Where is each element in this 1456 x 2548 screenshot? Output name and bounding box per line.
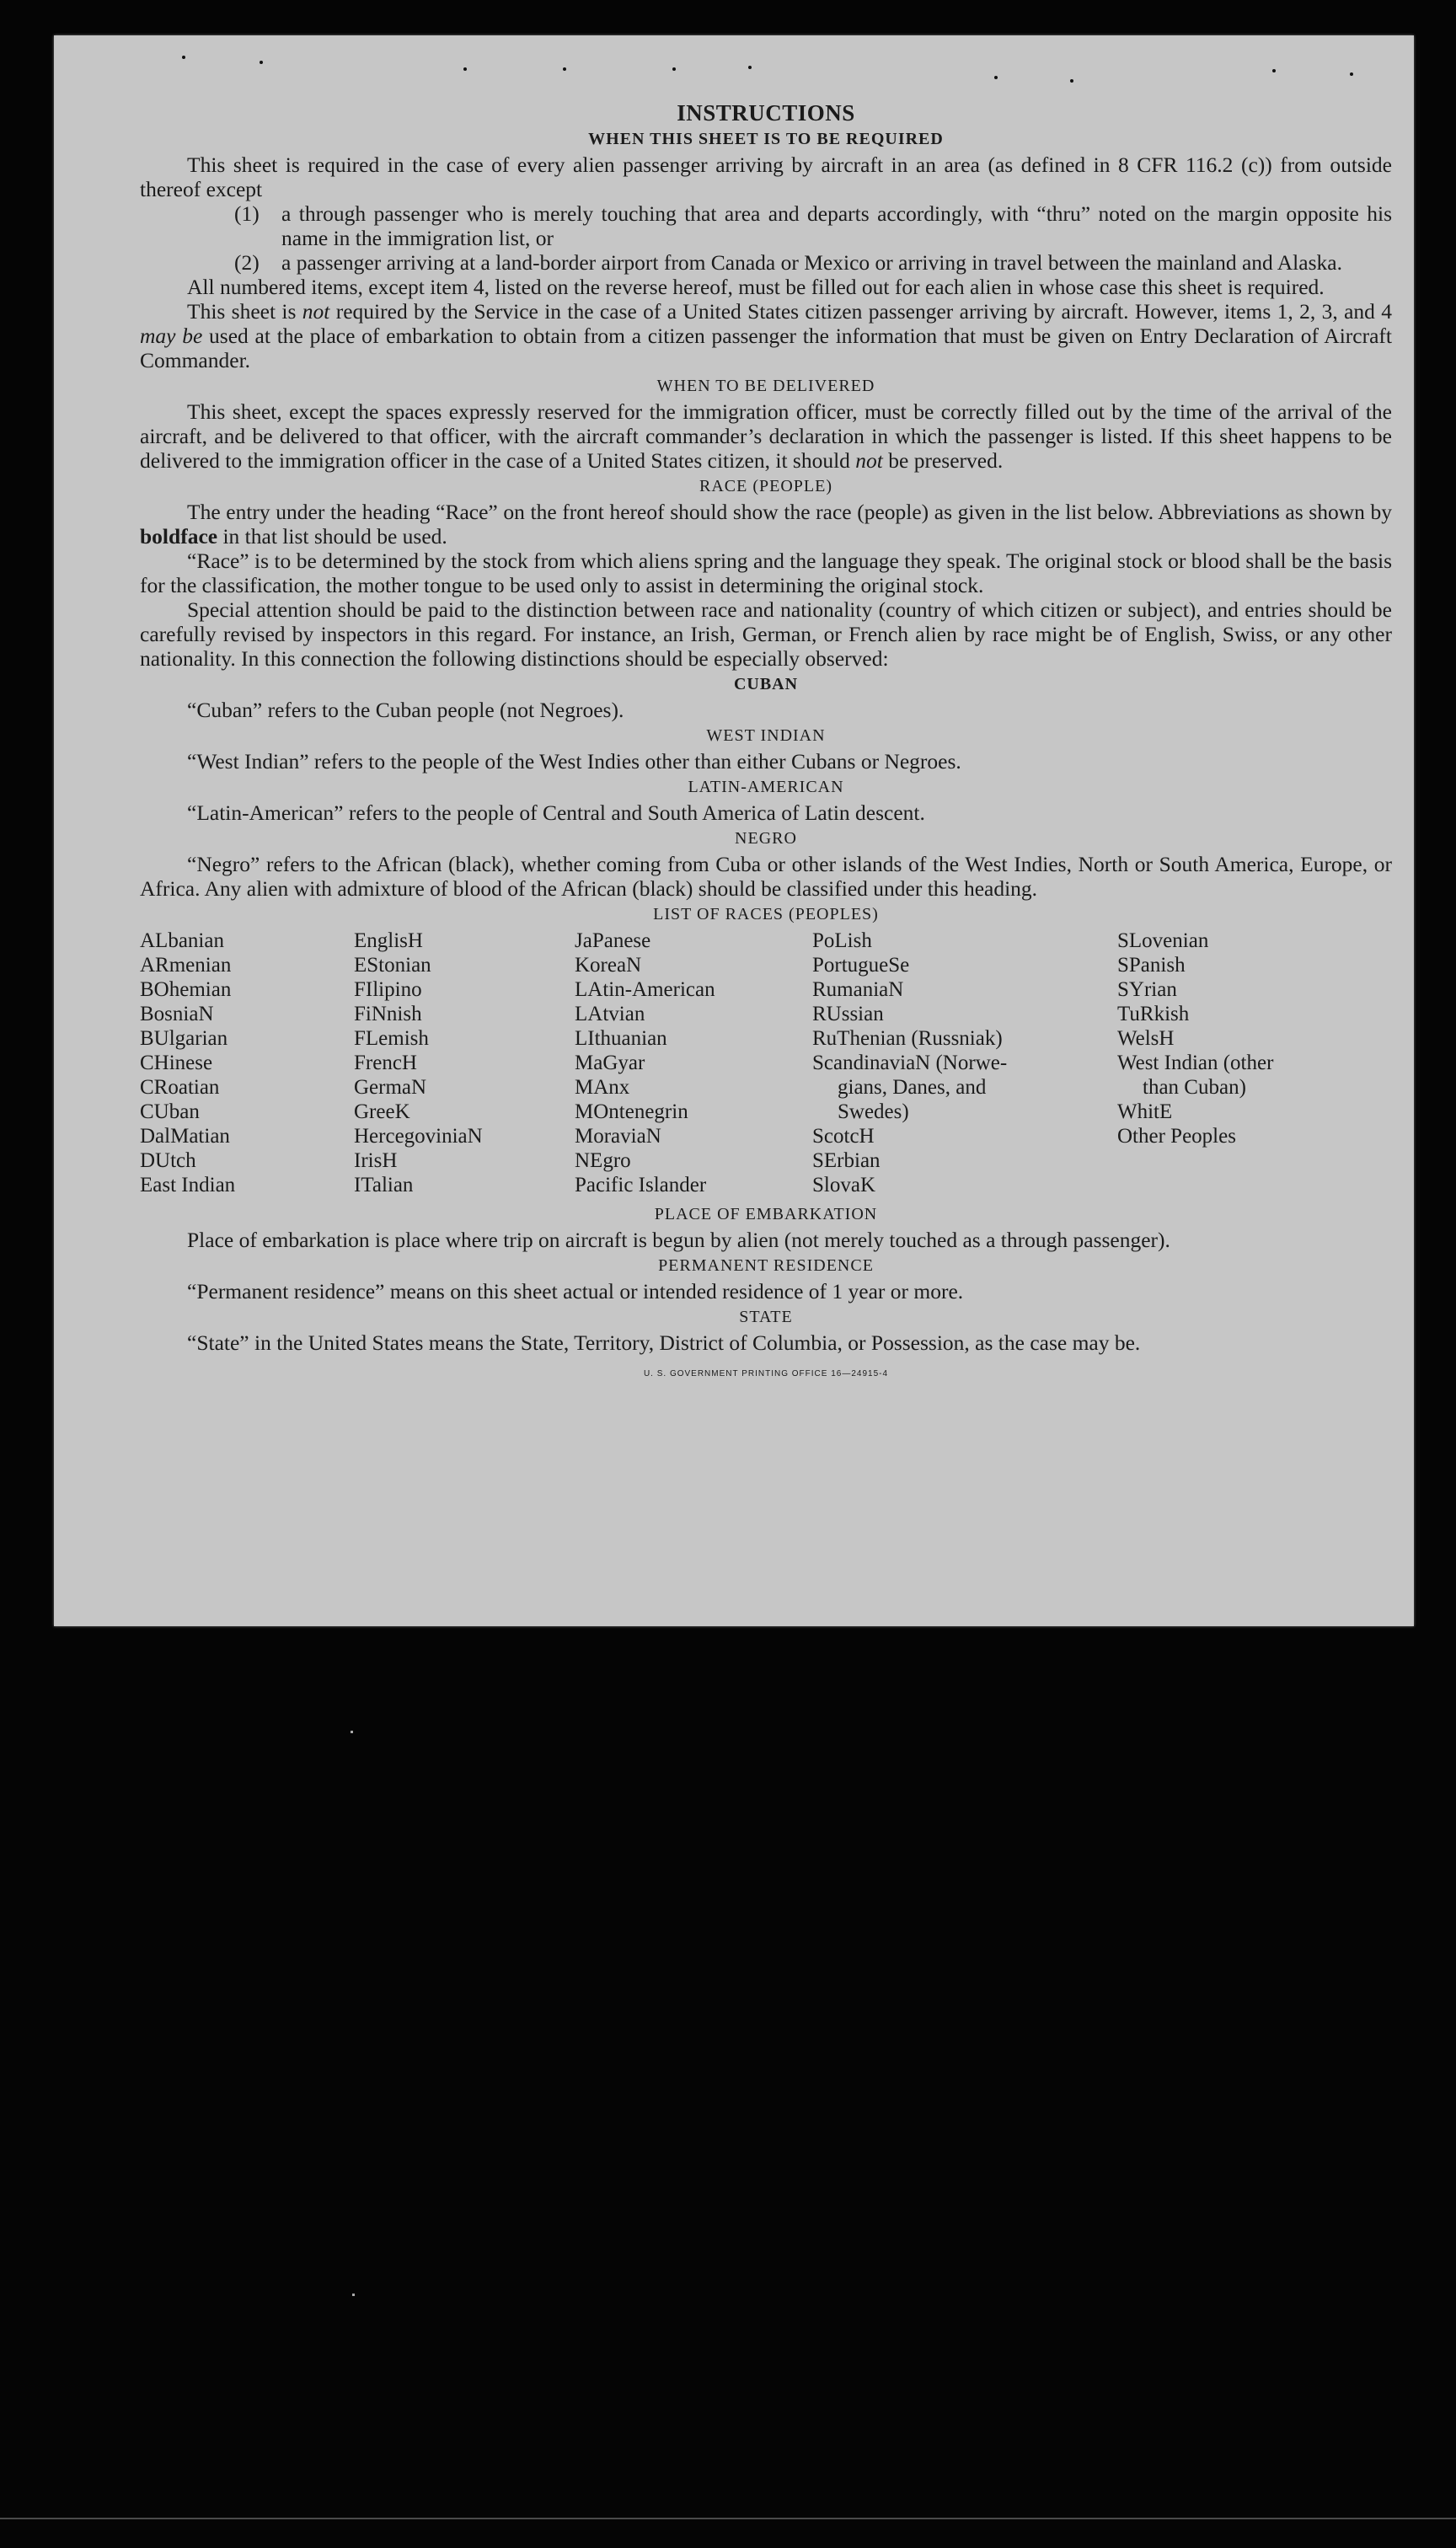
speck	[463, 67, 467, 71]
speck	[672, 67, 676, 71]
speck	[351, 1731, 353, 1733]
race-item: HercegoviniaN	[354, 1125, 483, 1148]
printing-office-footer: U. S. GOVERNMENT PRINTING OFFICE 16—24915-4	[643, 1369, 889, 1378]
paragraph: “Negro” refers to the African (black), whether coming from Cuba or other islands of the West Indies, North or South America, Europe, or Africa. Any alien with admixture of blood of the African (black) should be classified under this heading.	[140, 852, 1392, 901]
race-item: NEgro	[575, 1149, 631, 1172]
race-item: than Cuban)	[1143, 1076, 1246, 1099]
paragraph: The entry under the heading “Race” on the front hereof should show the race (people) as given in the list below. Abbreviations as shown by boldface in that list should be used.	[140, 500, 1392, 549]
race-item: FiNnish	[354, 1003, 422, 1025]
race-item: SLovenian	[1117, 929, 1209, 952]
race-item: GreeK	[354, 1100, 410, 1123]
race-item: West Indian (other	[1117, 1052, 1274, 1074]
race-item: East Indian	[140, 1174, 236, 1196]
heading-place-of-embarkation: PLACE OF EMBARKATION	[654, 1205, 878, 1223]
race-item: ALbanian	[140, 929, 224, 952]
races-column-4	[812, 929, 1117, 1197]
races-column-2	[354, 929, 575, 1197]
race-item: BUlgarian	[140, 1027, 228, 1050]
race-item: WhitE	[1117, 1100, 1173, 1123]
race-item: GermaN	[354, 1076, 427, 1099]
race-item: RumaniaN	[812, 978, 904, 1001]
paragraph: “Race” is to be determined by the stock from which aliens spring and the language they speak. The original stock or blood shall be the basis for the classification, the mother tongue to be used only to assist in determining the original stock.	[140, 549, 1392, 597]
item-number: (2)	[234, 250, 260, 275]
paragraph: “West Indian” refers to the people of the West Indies other than either Cubans or Negroes.	[187, 749, 961, 774]
paragraph: “State” in the United States means the State, Territory, District of Columbia, or Possession, as the case may be.	[187, 1330, 1141, 1355]
race-item: PoLish	[812, 929, 872, 952]
race-item: ScotcH	[812, 1125, 875, 1148]
item-text: a passenger arriving at a land-border airport from Canada or Mexico or arriving in travel between the mainland and Alaska.	[281, 250, 1342, 275]
races-column-3	[575, 929, 812, 1197]
paragraph: Special attention should be paid to the distinction between race and nationality (country of which citizen or subject), and entries should be carefully revised by inspectors in this regard. For instance, an Irish, German, or French alien by race might be of English, Swiss, or any other nationality. In this connection the following distinctions should be especially observed:	[140, 597, 1392, 671]
item-number: (1)	[234, 201, 260, 226]
item-text: a through passenger who is merely touching that area and departs accordingly, with “thru” noted on the margin opposite his name in the immigration list, or	[281, 201, 1392, 250]
race-item: FLemish	[354, 1027, 429, 1050]
paragraph: All numbered items, except item 4, listed on the reverse hereof, must be filled out for each alien in whose case this sheet is required.	[187, 275, 1325, 299]
race-item: SYrian	[1117, 978, 1177, 1001]
scan-bottom-rule	[0, 2518, 1456, 2519]
speck	[1070, 79, 1073, 83]
heading-state: STATE	[739, 1308, 793, 1326]
race-item: MOntenegrin	[575, 1100, 688, 1123]
heading-latin-american: LATIN-AMERICAN	[688, 778, 844, 796]
race-item: LIthuanian	[575, 1027, 667, 1050]
heading-when-required: WHEN THIS SHEET IS TO BE REQUIRED	[588, 130, 944, 148]
instructions-content	[140, 101, 1392, 1386]
race-item: RuThenian (Russniak)	[812, 1027, 1003, 1050]
race-item: Swedes)	[838, 1100, 909, 1123]
speck	[352, 2294, 355, 2296]
race-item: FrencH	[354, 1052, 417, 1074]
document-title: INSTRUCTIONS	[677, 100, 855, 126]
race-item: FIlipino	[354, 978, 422, 1001]
race-item: WelsH	[1117, 1027, 1175, 1050]
speck	[1272, 69, 1276, 72]
race-item: DalMatian	[140, 1125, 230, 1148]
exception-item-2	[234, 250, 1392, 275]
paragraph: Place of embarkation is place where trip on aircraft is begun by alien (not merely touched as a through passenger).	[187, 1228, 1170, 1252]
heading-list-of-races: LIST OF RACES (PEOPLES)	[653, 905, 879, 923]
race-item: MAnx	[575, 1076, 630, 1099]
race-item: EnglisH	[354, 929, 423, 952]
race-item: BosniaN	[140, 1003, 214, 1025]
races-list	[140, 929, 1392, 1197]
race-item: IrisH	[354, 1149, 398, 1172]
paragraph: This sheet is not required by the Service in the case of a United States citizen passenger arriving by aircraft. However, items 1, 2, 3, and 4 may be used at the place of embarkation to obtain from a citizen passenger the information that must be given on Entry Declaration of Aircraft Commander.	[140, 299, 1392, 372]
race-item: SErbian	[812, 1149, 881, 1172]
race-item: CUban	[140, 1100, 200, 1123]
race-item: JaPanese	[575, 929, 651, 952]
race-item: EStonian	[354, 954, 431, 977]
race-item: LAtin-American	[575, 978, 715, 1001]
race-item: DUtch	[140, 1149, 196, 1172]
race-item: ScandinaviaN (Norwe-	[812, 1052, 1008, 1074]
race-item: MaGyar	[575, 1052, 645, 1074]
speck	[260, 61, 263, 64]
race-item: TuRkish	[1117, 1003, 1190, 1025]
race-item: gians, Danes, and	[838, 1076, 987, 1099]
race-item: SPanish	[1117, 954, 1186, 977]
speck	[1350, 72, 1353, 76]
speck	[994, 76, 998, 79]
race-item: CHinese	[140, 1052, 213, 1074]
speck	[563, 67, 566, 71]
paragraph: This sheet, except the spaces expressly reserved for the immigration officer, must be correctly filled out by the time of the arrival of the aircraft, and be delivered to that officer, with the aircraft commander’s declaration in which the passenger is listed. If this sheet happens to be delivered to the immigration officer in the case of a United States citizen, it should not be preserved.	[140, 399, 1392, 473]
race-item: Other Peoples	[1117, 1125, 1236, 1148]
heading-cuban: CUBAN	[733, 675, 799, 693]
race-item: KoreaN	[575, 954, 642, 977]
race-item: PortugueSe	[812, 954, 910, 977]
paragraph: “Cuban” refers to the Cuban people (not Negroes).	[187, 698, 624, 722]
race-item: LAtvian	[575, 1003, 645, 1025]
race-item: ITalian	[354, 1174, 414, 1196]
paragraph: “Permanent residence” means on this sheet actual or intended residence of 1 year or more.	[187, 1279, 964, 1303]
heading-race: RACE (PEOPLE)	[699, 477, 832, 495]
paragraph: “Latin-American” refers to the people of Central and South America of Latin descent.	[187, 800, 925, 825]
heading-when-delivered: WHEN TO BE DELIVERED	[656, 377, 875, 395]
heading-west-indian: WEST INDIAN	[706, 726, 826, 745]
race-item: Pacific Islander	[575, 1174, 707, 1196]
document-page	[54, 35, 1414, 1626]
races-column-5	[1117, 929, 1392, 1197]
exception-item-1	[234, 201, 1392, 250]
race-item: MoraviaN	[575, 1125, 661, 1148]
speck	[748, 66, 752, 69]
heading-permanent-residence: PERMANENT RESIDENCE	[658, 1256, 874, 1275]
race-item: BOhemian	[140, 978, 232, 1001]
speck	[182, 56, 185, 59]
race-item: SlovaK	[812, 1174, 875, 1196]
race-item: RUssian	[812, 1003, 884, 1025]
heading-negro: NEGRO	[735, 829, 797, 848]
paragraph: This sheet is required in the case of every alien passenger arriving by aircraft in an area (as defined in 8 CFR 116.2 (c)) from outside thereof except	[140, 153, 1392, 201]
races-column-1	[140, 929, 354, 1197]
race-item: CRoatian	[140, 1076, 220, 1099]
race-item: ARmenian	[140, 954, 232, 977]
